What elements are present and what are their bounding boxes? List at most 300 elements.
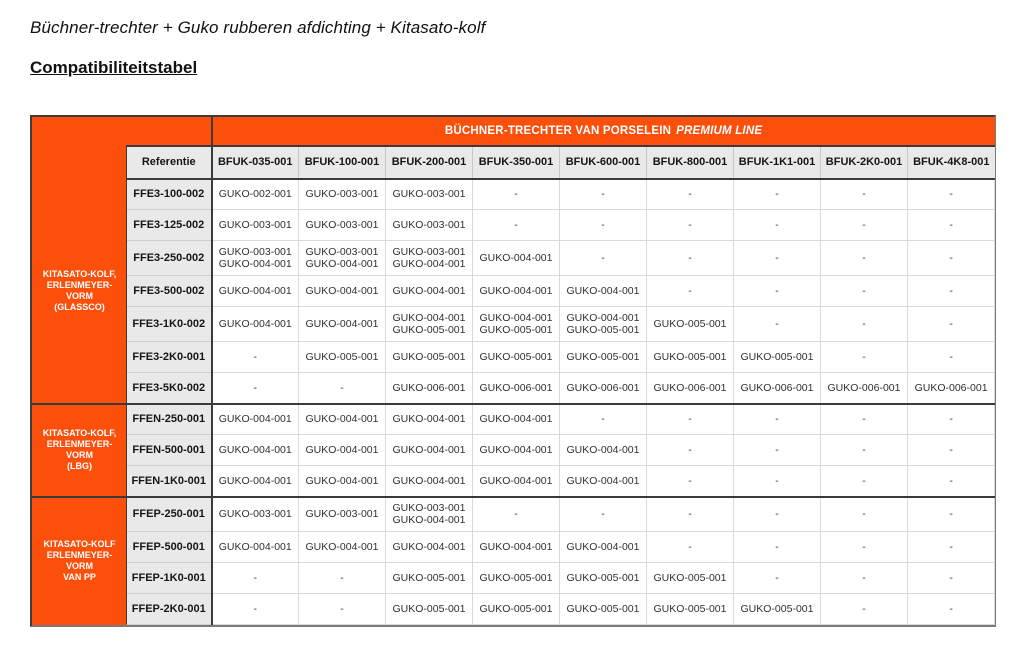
compat-cell: [560, 497, 647, 532]
compat-line: GUKO-003-001: [392, 501, 466, 514]
compat-cell: [386, 404, 473, 435]
compat-cell: [821, 563, 908, 594]
reference-cell: FFEN-250-001: [127, 404, 212, 435]
column-header: BFUK-035-001: [212, 146, 299, 179]
compat-line: -: [340, 571, 344, 584]
compat-cell: [473, 241, 560, 276]
compat-line: GUKO-005-001: [479, 324, 553, 336]
compat-cell: [560, 241, 647, 276]
group-label-cell: [33, 404, 127, 497]
compat-cell: [473, 466, 560, 497]
table-row: [33, 241, 995, 276]
compat-cell: [212, 342, 299, 373]
compat-cell: [821, 594, 908, 625]
table-row: [33, 342, 995, 373]
compat-cell: [212, 594, 299, 625]
compat-line: GUKO-004-001: [566, 540, 640, 553]
compat-line: GUKO-006-001: [827, 381, 901, 394]
table-row: [33, 594, 995, 625]
compat-line: -: [775, 284, 779, 297]
compat-line: -: [862, 443, 866, 456]
compat-line: GUKO-004-001: [479, 251, 553, 264]
compat-cell: [908, 241, 995, 276]
banner-premium-line: PREMIUM LINE: [676, 125, 763, 138]
compat-cell: [212, 276, 299, 307]
compat-cell: [647, 594, 734, 625]
compat-line: -: [688, 188, 692, 200]
corner-cell: [33, 118, 212, 146]
compat-cell: [299, 373, 386, 404]
compat-cell: [212, 179, 299, 210]
compat-cell: [299, 594, 386, 625]
compat-line: -: [949, 540, 953, 553]
compat-line: GUKO-005-001: [653, 317, 727, 330]
table-row: [33, 466, 995, 497]
compat-line: -: [862, 218, 866, 231]
compat-line: GUKO-004-001: [566, 443, 640, 456]
compat-line: -: [688, 443, 692, 456]
compat-line: GUKO-006-001: [392, 381, 466, 394]
compat-cell: [299, 404, 386, 435]
compat-line: -: [949, 571, 953, 584]
compat-line: -: [949, 317, 953, 330]
compat-cell: [734, 373, 821, 404]
compat-line: -: [775, 474, 779, 487]
group-label-line: (GLASSCO): [54, 301, 105, 312]
compat-cell: [908, 276, 995, 307]
compat-line: -: [601, 218, 605, 231]
compat-line: GUKO-004-001: [218, 443, 292, 456]
compat-line: GUKO-005-001: [392, 350, 466, 363]
compat-cell: [734, 466, 821, 497]
compat-line: -: [949, 474, 953, 487]
compat-line: GUKO-002-001: [218, 188, 292, 200]
column-header: BFUK-4K8-001: [908, 146, 995, 179]
compat-cell: [821, 497, 908, 532]
compat-cell: [386, 563, 473, 594]
compat-cell: [299, 179, 386, 210]
referentie-header: Referentie: [127, 146, 212, 179]
compat-cell: [908, 210, 995, 241]
compat-line: -: [775, 540, 779, 553]
reference-cell: FFE3-2K0-001: [127, 342, 212, 373]
compat-cell: [212, 435, 299, 466]
compat-cell: [386, 466, 473, 497]
compat-line: -: [862, 284, 866, 297]
compat-line: GUKO-004-001: [479, 443, 553, 456]
compat-cell: [212, 563, 299, 594]
compat-line: -: [514, 188, 518, 200]
compat-line: GUKO-005-001: [392, 602, 466, 615]
compat-cell: [212, 373, 299, 404]
compat-line: GUKO-004-001: [392, 311, 466, 324]
compat-line: -: [775, 188, 779, 200]
compat-line: -: [253, 350, 257, 363]
compat-line: GUKO-004-001: [305, 413, 379, 425]
reference-cell: FFE3-250-002: [127, 241, 212, 276]
compat-line: -: [949, 284, 953, 297]
compat-cell: [821, 307, 908, 342]
compat-line: GUKO-006-001: [566, 381, 640, 394]
compat-cell: [560, 532, 647, 563]
compat-cell: [734, 179, 821, 210]
column-header: BFUK-800-001: [647, 146, 734, 179]
compat-cell: [908, 563, 995, 594]
compat-cell: [473, 307, 560, 342]
compat-line: -: [688, 474, 692, 487]
compat-cell: [821, 435, 908, 466]
table-row: [33, 497, 995, 532]
group-label-line: ERLENMEYER-: [46, 439, 113, 449]
compat-cell: [473, 276, 560, 307]
compat-line: -: [949, 443, 953, 456]
compat-cell: [734, 532, 821, 563]
compat-line: -: [688, 508, 692, 520]
compat-cell: [647, 307, 734, 342]
compat-line: GUKO-004-001: [305, 258, 379, 270]
compat-line: -: [253, 602, 257, 615]
compat-line: GUKO-004-001: [479, 540, 553, 553]
table: [32, 117, 995, 625]
compat-line: GUKO-005-001: [653, 602, 727, 615]
page-title: Büchner-trechter + Guko rubberen afdichting + Kitasato-kolf: [30, 18, 486, 37]
compat-cell: [473, 373, 560, 404]
compat-cell: [647, 404, 734, 435]
group-label-line: KITASATO-KOLF,: [42, 268, 117, 279]
compat-cell: [299, 307, 386, 342]
compat-cell: [386, 342, 473, 373]
group-label-line: VORM: [66, 560, 93, 571]
compat-cell: [821, 179, 908, 210]
compat-line: GUKO-005-001: [653, 350, 727, 363]
compat-cell: [734, 210, 821, 241]
table-row: [33, 373, 995, 404]
compatibility-table: [30, 115, 996, 627]
compat-line: -: [949, 602, 953, 615]
compat-cell: [647, 276, 734, 307]
compat-line: GUKO-005-001: [566, 324, 640, 336]
page-subtitle: Compatibiliteitstabel: [30, 58, 198, 77]
compat-line: GUKO-004-001: [218, 540, 292, 553]
compat-cell: [560, 466, 647, 497]
compat-line: -: [601, 413, 605, 425]
compat-line: GUKO-004-001: [218, 258, 292, 270]
compat-cell: [386, 594, 473, 625]
compat-cell: [386, 497, 473, 532]
compat-line: -: [862, 474, 866, 487]
compat-cell: [386, 307, 473, 342]
compat-cell: [386, 241, 473, 276]
table-row: [33, 210, 995, 241]
compat-cell: [473, 497, 560, 532]
compat-cell: [647, 342, 734, 373]
group-label-line: KITASATO-KOLF: [43, 538, 116, 549]
compat-cell: [473, 342, 560, 373]
compat-cell: [386, 532, 473, 563]
group-label-line: (LBG): [67, 461, 92, 471]
compat-cell: [821, 532, 908, 563]
compat-cell: [212, 497, 299, 532]
compat-cell: [473, 179, 560, 210]
compat-cell: [647, 373, 734, 404]
compat-line: GUKO-005-001: [305, 350, 379, 363]
compat-line: -: [688, 284, 692, 297]
compat-cell: [473, 594, 560, 625]
compat-line: GUKO-004-001: [218, 317, 292, 330]
compat-line: GUKO-003-001: [392, 188, 466, 200]
compat-cell: [560, 210, 647, 241]
compat-line: -: [862, 251, 866, 264]
compat-line: GUKO-004-001: [479, 311, 553, 324]
compat-line: GUKO-004-001: [392, 474, 466, 487]
compat-line: GUKO-003-001: [218, 218, 292, 231]
reference-cell: FFEN-1K0-001: [127, 466, 212, 497]
compat-cell: [299, 241, 386, 276]
compat-cell: [734, 563, 821, 594]
compat-cell: [734, 241, 821, 276]
compat-cell: [647, 563, 734, 594]
compat-line: GUKO-005-001: [566, 350, 640, 363]
compat-line: -: [340, 381, 344, 394]
compat-line: GUKO-003-001: [218, 245, 292, 258]
compat-cell: [560, 594, 647, 625]
compat-line: -: [949, 188, 953, 200]
compat-line: GUKO-006-001: [653, 381, 727, 394]
reference-cell: FFE3-100-002: [127, 179, 212, 210]
compat-line: GUKO-004-001: [392, 514, 466, 527]
compat-line: GUKO-005-001: [566, 571, 640, 584]
compat-cell: [647, 210, 734, 241]
reference-cell: FFE3-125-002: [127, 210, 212, 241]
compat-cell: [473, 210, 560, 241]
compat-cell: [299, 435, 386, 466]
compat-line: -: [949, 218, 953, 231]
compat-line: -: [775, 413, 779, 425]
compat-line: -: [514, 218, 518, 231]
compat-cell: [560, 373, 647, 404]
group-label-line: VAN PP: [63, 571, 96, 582]
compat-line: -: [688, 218, 692, 231]
banner-cell: [212, 118, 995, 146]
compat-line: -: [688, 540, 692, 553]
reference-cell: FFEP-2K0-001: [127, 594, 212, 625]
compat-cell: [908, 307, 995, 342]
compat-line: GUKO-004-001: [566, 284, 640, 297]
compat-line: -: [340, 602, 344, 615]
compat-cell: [734, 404, 821, 435]
compat-line: -: [862, 602, 866, 615]
compat-line: -: [949, 251, 953, 264]
compat-line: GUKO-004-001: [305, 474, 379, 487]
banner-title: BÜCHNER-TRECHTER VAN PORSELEIN: [444, 125, 672, 138]
compat-cell: [647, 241, 734, 276]
compat-line: -: [949, 413, 953, 425]
compat-cell: [473, 435, 560, 466]
group-label-line: ERLENMEYER-: [46, 549, 113, 560]
compat-cell: [647, 435, 734, 466]
reference-cell: FFEP-250-001: [127, 497, 212, 532]
compat-line: -: [688, 413, 692, 425]
compat-line: -: [775, 443, 779, 456]
compat-line: -: [688, 251, 692, 264]
compat-line: GUKO-005-001: [479, 602, 553, 615]
compat-cell: [473, 563, 560, 594]
compat-line: GUKO-004-001: [479, 284, 553, 297]
compat-cell: [908, 179, 995, 210]
compat-line: GUKO-006-001: [740, 381, 814, 394]
compat-line: -: [862, 317, 866, 330]
compat-line: -: [775, 571, 779, 584]
compat-cell: [212, 210, 299, 241]
compat-cell: [560, 179, 647, 210]
group-label-line: VORM: [66, 450, 93, 460]
group-label-line: ERLENMEYER-VORM: [46, 279, 113, 301]
compat-cell: [734, 307, 821, 342]
compat-cell: [734, 276, 821, 307]
compat-cell: [647, 179, 734, 210]
compat-line: GUKO-004-001: [218, 284, 292, 297]
compat-cell: [734, 342, 821, 373]
column-header: BFUK-350-001: [473, 146, 560, 179]
compat-line: -: [775, 508, 779, 520]
compat-line: GUKO-003-001: [392, 245, 466, 258]
compat-line: GUKO-005-001: [653, 571, 727, 584]
compat-cell: [908, 435, 995, 466]
compat-line: GUKO-005-001: [479, 571, 553, 584]
compat-line: -: [949, 350, 953, 363]
compat-line: GUKO-004-001: [218, 474, 292, 487]
compat-cell: [734, 594, 821, 625]
compat-line: GUKO-004-001: [305, 317, 379, 330]
column-header: BFUK-100-001: [299, 146, 386, 179]
compat-cell: [908, 466, 995, 497]
compat-line: GUKO-004-001: [479, 413, 553, 425]
compat-line: GUKO-004-001: [392, 413, 466, 425]
compat-line: -: [862, 540, 866, 553]
compat-line: -: [601, 508, 605, 520]
compat-line: GUKO-003-001: [305, 508, 379, 520]
compat-line: GUKO-004-001: [305, 284, 379, 297]
table-row: [33, 435, 995, 466]
table-row: [33, 404, 995, 435]
compat-cell: [908, 404, 995, 435]
compat-line: GUKO-004-001: [392, 284, 466, 297]
compat-line: -: [253, 381, 257, 394]
compat-line: -: [514, 508, 518, 520]
compat-cell: [299, 497, 386, 532]
compat-cell: [908, 342, 995, 373]
compat-cell: [908, 532, 995, 563]
compat-cell: [212, 307, 299, 342]
compat-cell: [734, 497, 821, 532]
compat-cell: [212, 466, 299, 497]
compat-cell: [386, 179, 473, 210]
compat-cell: [560, 307, 647, 342]
compat-cell: [212, 404, 299, 435]
compat-cell: [821, 466, 908, 497]
table-row: [33, 563, 995, 594]
compat-line: GUKO-003-001: [305, 245, 379, 258]
compat-cell: [473, 404, 560, 435]
compat-cell: [821, 404, 908, 435]
compat-line: -: [775, 251, 779, 264]
compat-cell: [473, 532, 560, 563]
compat-line: GUKO-003-001: [305, 218, 379, 231]
compat-line: GUKO-004-001: [392, 540, 466, 553]
table-row: [33, 179, 995, 210]
compat-line: GUKO-006-001: [914, 381, 988, 394]
compat-cell: [299, 210, 386, 241]
compat-cell: [821, 373, 908, 404]
compat-cell: [299, 276, 386, 307]
reference-cell: FFEP-1K0-001: [127, 563, 212, 594]
compat-line: -: [862, 571, 866, 584]
compat-line: GUKO-003-001: [305, 188, 379, 200]
banner-row: [33, 118, 995, 146]
compat-line: GUKO-005-001: [392, 324, 466, 336]
compat-line: GUKO-004-001: [305, 443, 379, 456]
compat-line: GUKO-003-001: [218, 508, 292, 520]
compat-line: GUKO-004-001: [218, 413, 292, 425]
compat-cell: [821, 276, 908, 307]
compat-line: GUKO-005-001: [566, 602, 640, 615]
group-label-cell: [33, 179, 127, 404]
compat-cell: [821, 342, 908, 373]
compat-line: -: [601, 251, 605, 264]
compat-cell: [386, 435, 473, 466]
compat-line: GUKO-004-001: [392, 258, 466, 270]
compat-line: GUKO-004-001: [566, 474, 640, 487]
compat-cell: [212, 532, 299, 563]
compat-cell: [560, 563, 647, 594]
table-row: [33, 276, 995, 307]
column-header-row: [33, 146, 995, 179]
compat-cell: [386, 373, 473, 404]
column-header: BFUK-2K0-001: [821, 146, 908, 179]
compat-line: GUKO-004-001: [305, 540, 379, 553]
compat-cell: [560, 435, 647, 466]
compat-cell: [299, 342, 386, 373]
reference-cell: FFEN-500-001: [127, 435, 212, 466]
compat-line: -: [862, 508, 866, 520]
compat-line: GUKO-005-001: [392, 571, 466, 584]
group-label-cell: [33, 497, 127, 625]
compat-cell: [647, 497, 734, 532]
compat-line: GUKO-003-001: [392, 218, 466, 231]
column-header: BFUK-1K1-001: [734, 146, 821, 179]
compat-cell: [386, 276, 473, 307]
compat-line: GUKO-005-001: [479, 350, 553, 363]
reference-cell: FFE3-1K0-002: [127, 307, 212, 342]
compat-cell: [821, 210, 908, 241]
compat-line: -: [775, 218, 779, 231]
compat-cell: [386, 210, 473, 241]
corner-left-cell: [33, 146, 127, 179]
reference-cell: FFEP-500-001: [127, 532, 212, 563]
compat-line: GUKO-005-001: [740, 602, 814, 615]
column-header: BFUK-600-001: [560, 146, 647, 179]
table-row: [33, 532, 995, 563]
group-label-line: KITASATO-KOLF,: [42, 428, 117, 438]
compat-line: -: [949, 508, 953, 520]
compat-cell: [908, 373, 995, 404]
reference-cell: FFE3-500-002: [127, 276, 212, 307]
reference-cell: FFE3-5K0-002: [127, 373, 212, 404]
column-header: BFUK-200-001: [386, 146, 473, 179]
compat-line: -: [253, 571, 257, 584]
compat-cell: [908, 594, 995, 625]
compat-line: GUKO-004-001: [479, 474, 553, 487]
